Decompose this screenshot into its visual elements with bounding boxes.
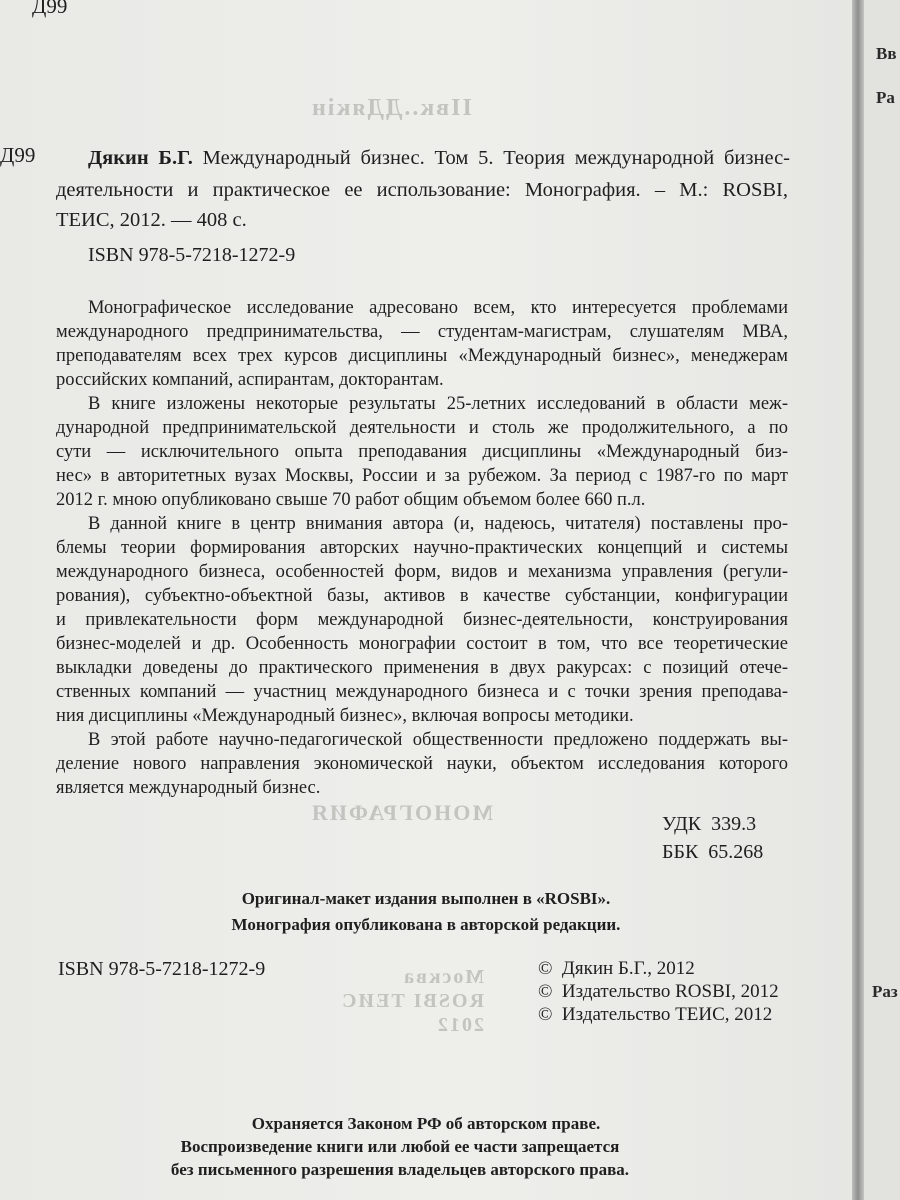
next-page-fragment: Вв (876, 44, 897, 63)
abstract-line: В этой работе научно-педагогической общественности предложено поддержать вы- (88, 730, 788, 750)
abstract-line: В данной книге в центр внимания автора (и, надеюсь, читателя) поставлены про- (88, 514, 788, 534)
abstract-line: международного предпринимательства, — студентам-магистрам, слушателям МВА, (56, 322, 788, 342)
abstract-line: и привлекательности форм международной бизнес-деятельности, конструирования (56, 610, 788, 630)
abstract-line: преподавателям всех трех курсов дисциплины «Международный бизнес», менеджерам (56, 346, 788, 366)
copyright-line: © Издательство ТЕИС, 2012 (538, 1004, 773, 1025)
abstract-line: сути — исключительного опыта преподавания дисциплины «Международный биз- (56, 442, 788, 462)
book-gutter (852, 0, 864, 1200)
header-code: Д99 (32, 0, 68, 18)
bib-author: Дякин Б.Г. (88, 147, 193, 169)
udk-code: УДК 339.3 (662, 813, 757, 835)
abstract-line: бизнес-моделей и др. Особенность монографии состоит в том, что все теоретические (56, 634, 788, 654)
abstract-line: российских компаний, аспирантам, докторантам. (56, 370, 444, 390)
abstract-line: выкладки доведены до практического применения в двух ракурсах: с позиций отече- (56, 658, 788, 678)
abstract-line: В книге изложены некоторые результаты 25-летних исследований в области меж- (88, 394, 788, 414)
bib-line-1 (88, 146, 790, 170)
copyright-line: © Издательство ROSBI, 2012 (538, 981, 779, 1002)
abstract-line: блемы теории формирования авторских научно-практических концепций и системы (56, 538, 788, 558)
abstract-line: международного бизнеса, особенностей форм, видов и механизма управления (регули- (56, 562, 788, 582)
abstract-line: является международный бизнес. (56, 778, 321, 798)
legal-notice-2: Воспроизведение книги или любой ее части запрещается (180, 1137, 620, 1156)
next-page-fragment: Ра (876, 88, 895, 107)
bib-line-2: деятельности и практическое ее использование: Монография. – М.: ROSBI, (56, 179, 788, 201)
abstract-line: рования), субъектно-объектной базы, активов в качестве субстанции, конфигурации (56, 586, 788, 606)
next-page-fragment: Раз (872, 982, 898, 1001)
legal-notice-1: Охраняется Законом РФ об авторском праве. (251, 1114, 601, 1133)
layout-note-1: Оригинал-макет издания выполнен в «ROSBI». (241, 889, 611, 908)
abstract-line: 2012 г. мною опубликовано свыше 70 работ общим объемом более 660 п.л. (56, 490, 646, 510)
abstract-line: деление нового направления экономической науки, объектом исследования которого (56, 754, 788, 774)
copyright-line: © Дякин Б.Г., 2012 (538, 958, 695, 979)
margin-classification-code: Д99 (0, 143, 36, 167)
bib-title: Международный бизнес. Том 5. Теория международной бизнес- (192, 147, 790, 169)
show-through-text: Москва ROSBI ТЕИС 2012 (340, 966, 484, 1036)
legal-notice-3: без письменного разрешения владельцев авторского права. (170, 1160, 630, 1179)
show-through-text: МОНОГРАФИЯ (310, 800, 494, 825)
isbn-top: ISBN 978-5-7218-1272-9 (88, 244, 296, 266)
isbn-bottom: ISBN 978-5-7218-1272-9 (58, 958, 266, 980)
abstract-line: нес» в авторитетных вузах Москвы, России и за рубежом. За период с 1987-го по март (56, 466, 788, 486)
adjacent-page-edge (864, 0, 900, 1200)
abstract-line: ственных компаний — участниц международного бизнеса и с точки зрения преподава- (56, 682, 788, 702)
abstract-line: дународной предпринимательской деятельности и столь же продолжительного, а по (56, 418, 788, 438)
abstract-line: Монографическое исследование адресовано всем, кто интересуется проблемами (88, 298, 788, 318)
abstract-line: ния дисциплины «Международный бизнес», включая вопросы методики. (56, 706, 634, 726)
show-through-text: ІІвк..ДДякін (310, 95, 472, 121)
layout-note-2: Монография опубликована в авторской редакции. (231, 915, 621, 934)
bib-line-3: ТЕИС, 2012. — 408 с. (56, 209, 247, 231)
bbk-code: ББК 65.268 (662, 841, 764, 863)
